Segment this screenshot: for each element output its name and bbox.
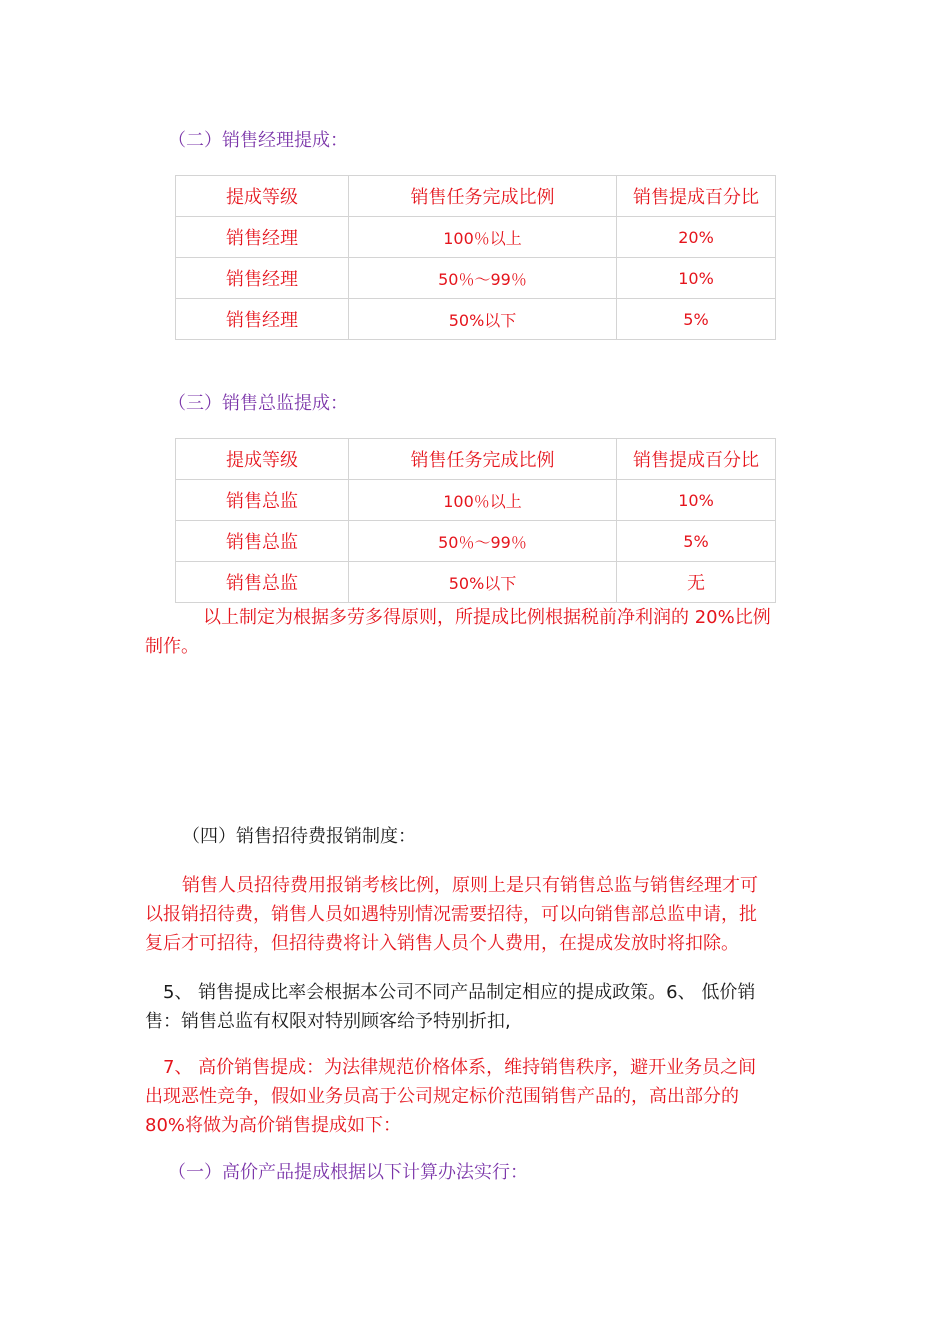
table-header-row bbox=[176, 176, 776, 217]
table-row bbox=[176, 480, 776, 521]
table-row bbox=[176, 521, 776, 562]
table-cell: 50%以下 bbox=[349, 299, 617, 340]
table-cell: 50％～99％ bbox=[349, 258, 617, 299]
item5-paragraph-line1: 5、 销售提成比率会根据本公司不同产品制定相应的提成政策。6、 低价销 bbox=[163, 982, 756, 1003]
table-row bbox=[176, 299, 776, 340]
table-cell: 销售经理 bbox=[176, 299, 349, 340]
table-row bbox=[176, 562, 776, 603]
table-cell: 100％以上 bbox=[349, 480, 617, 521]
table-cell: 销售总监 bbox=[176, 521, 349, 562]
table-cell: 销售总监 bbox=[176, 480, 349, 521]
heading-director-commission: （三）销售总监提成： bbox=[168, 393, 348, 414]
header-cell-level: 提成等级 bbox=[176, 439, 349, 480]
table-cell: 50%以下 bbox=[349, 562, 617, 603]
table-row bbox=[176, 217, 776, 258]
table-cell: 20% bbox=[617, 217, 776, 258]
heading-manager-commission: （二）销售经理提成： bbox=[168, 130, 348, 151]
table-cell: 无 bbox=[617, 562, 776, 603]
note-paragraph-line2: 制作。 bbox=[145, 636, 199, 657]
table-cell: 50％～99％ bbox=[349, 521, 617, 562]
table-cell: 销售总监 bbox=[176, 562, 349, 603]
heading-high-price-commission: （一）高价产品提成根据以下计算办法实行： bbox=[168, 1162, 528, 1183]
director-commission-table bbox=[175, 438, 776, 603]
header-cell-percent: 销售提成百分比 bbox=[617, 439, 776, 480]
item7-paragraph-line1: 7、 高价销售提成：为法律规范价格体系，维持销售秩序，避开业务员之间 bbox=[163, 1057, 757, 1078]
item7-paragraph-line3: 80%将做为高价销售提成如下： bbox=[145, 1115, 402, 1136]
entertainment-paragraph-line2: 以报销招待费，销售人员如遇特别情况需要招待，可以向销售部总监申请，批 bbox=[145, 904, 757, 925]
entertainment-paragraph-line1: 销售人员招待费用报销考核比例，原则上是只有销售总监与销售经理才可 bbox=[182, 875, 758, 896]
table-cell: 销售经理 bbox=[176, 258, 349, 299]
table-cell: 10% bbox=[617, 480, 776, 521]
table-cell: 销售经理 bbox=[176, 217, 349, 258]
entertainment-paragraph-line3: 复后才可招待，但招待费将计入销售人员个人费用，在提成发放时将扣除。 bbox=[145, 933, 739, 954]
note-paragraph-line1: 以上制定为根据多劳多得原则，所提成比例根据税前净利润的 20%比例 bbox=[203, 607, 771, 628]
table-cell: 10% bbox=[617, 258, 776, 299]
manager-commission-table bbox=[175, 175, 776, 340]
header-cell-ratio: 销售任务完成比例 bbox=[349, 176, 617, 217]
table-cell: 5% bbox=[617, 299, 776, 340]
heading-entertainment-reimbursement: （四）销售招待费报销制度： bbox=[182, 826, 416, 847]
table-cell: 100％以上 bbox=[349, 217, 617, 258]
header-cell-ratio: 销售任务完成比例 bbox=[349, 439, 617, 480]
item5-paragraph-line2: 售：销售总监有权限对特别顾客给予特别折扣, bbox=[145, 1011, 511, 1032]
table-row bbox=[176, 258, 776, 299]
item7-paragraph-line2: 出现恶性竞争，假如业务员高于公司规定标价范围销售产品的，高出部分的 bbox=[145, 1086, 739, 1107]
header-cell-level: 提成等级 bbox=[176, 176, 349, 217]
header-cell-percent: 销售提成百分比 bbox=[617, 176, 776, 217]
table-header-row bbox=[176, 439, 776, 480]
table-cell: 5% bbox=[617, 521, 776, 562]
